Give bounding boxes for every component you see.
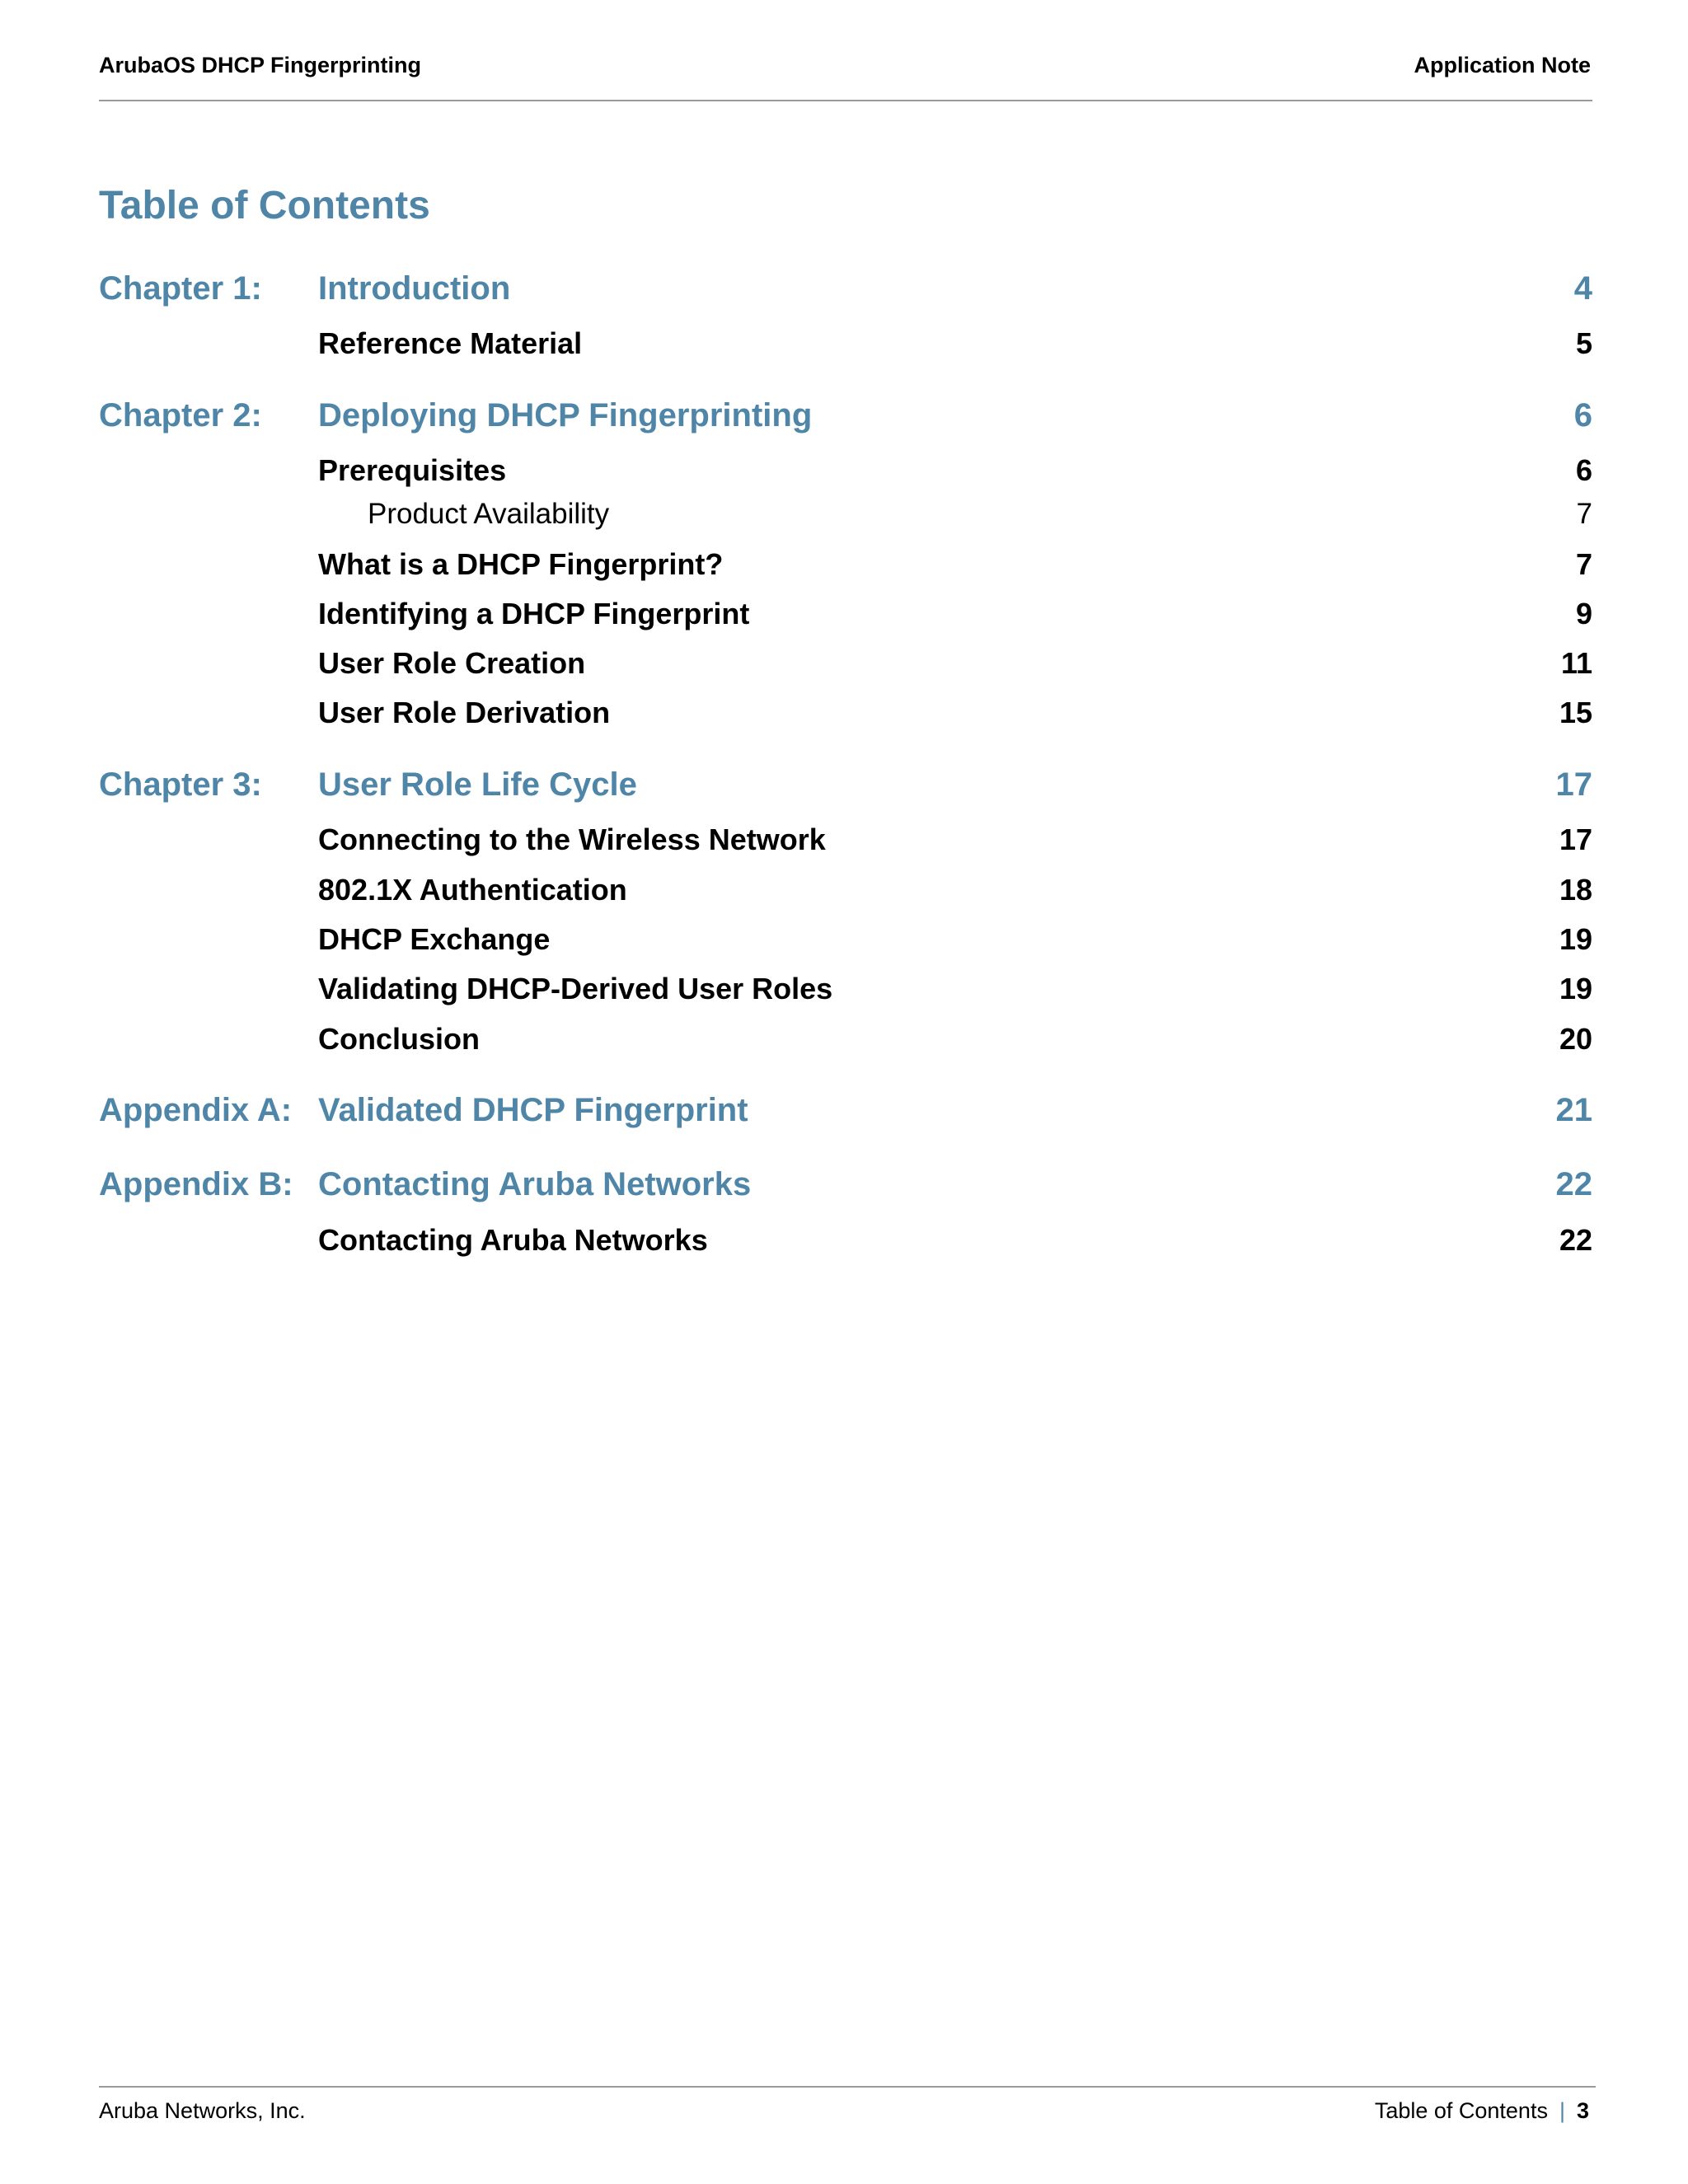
toc-section-title[interactable]: DHCP Exchange (318, 922, 551, 956)
toc-section-entry[interactable] (0, 823, 1688, 869)
toc-section-title[interactable]: 802.1X Authentication (318, 873, 627, 907)
toc-appendix-title[interactable]: Contacting Aruba Networks (318, 1166, 752, 1202)
toc-page-number: 7 (1576, 498, 1592, 530)
toc-subsection-entry[interactable] (0, 498, 1688, 544)
running-footer (99, 2098, 1589, 2131)
header-doc-type: Application Note (1414, 53, 1591, 77)
toc-chapter-number: Chapter 3: (99, 766, 262, 803)
toc-section-title[interactable]: Validating DHCP-Derived User Roles (318, 972, 833, 1005)
toc-chapter-entry[interactable] (0, 397, 1688, 443)
toc-section-title[interactable]: What is a DHCP Fingerprint? (318, 547, 724, 581)
toc-page-number: 17 (1555, 766, 1592, 803)
toc-page-number: 4 (1573, 270, 1592, 307)
toc-section-entry[interactable] (0, 696, 1688, 742)
footer-separator: | (1559, 2098, 1565, 2123)
toc-section-title[interactable]: User Role Derivation (318, 696, 611, 729)
toc-page-number: 6 (1573, 397, 1592, 434)
toc-section-entry[interactable] (0, 922, 1688, 968)
toc-page-number: 21 (1555, 1092, 1592, 1128)
toc-page-number: 6 (1575, 453, 1592, 487)
toc-section-entry[interactable] (0, 972, 1688, 1018)
footer-company: Aruba Networks, Inc. (99, 2098, 306, 2123)
toc-section-entry[interactable] (0, 453, 1688, 499)
page-title: Table of Contents (99, 184, 430, 227)
running-header (99, 53, 1591, 86)
toc-page-number: 9 (1575, 597, 1592, 630)
toc-appendix-entry[interactable] (0, 1166, 1688, 1212)
toc-page-number: 7 (1575, 547, 1592, 581)
toc-page-number: 17 (1559, 823, 1592, 856)
toc-chapter-entry[interactable] (0, 270, 1688, 316)
toc-page-number: 15 (1559, 696, 1592, 729)
toc-section-entry[interactable] (0, 1022, 1688, 1068)
toc-page-number: 22 (1555, 1166, 1592, 1202)
toc-section-title[interactable]: Contacting Aruba Networks (318, 1223, 708, 1257)
toc-section-entry[interactable] (0, 547, 1688, 593)
toc-appendix-title[interactable]: Validated DHCP Fingerprint (318, 1092, 748, 1128)
footer-page-number: 3 (1576, 2098, 1589, 2123)
toc-appendix-number: Appendix A: (99, 1092, 293, 1128)
toc-section-entry[interactable] (0, 597, 1688, 643)
toc-page-number: 19 (1559, 922, 1592, 956)
footer-divider (99, 2086, 1596, 2088)
toc-page-number: 19 (1559, 972, 1592, 1005)
toc-chapter-number: Chapter 1: (99, 270, 262, 307)
toc-section-entry[interactable] (0, 1223, 1688, 1269)
toc-section-title[interactable]: Connecting to the Wireless Network (318, 823, 826, 856)
toc-section-entry[interactable] (0, 873, 1688, 919)
toc-section-title[interactable]: User Role Creation (318, 646, 586, 680)
toc-chapter-title[interactable]: Deploying DHCP Fingerprinting (318, 397, 813, 434)
toc-page-number: 20 (1559, 1022, 1592, 1056)
header-doc-title: ArubaOS DHCP Fingerprinting (99, 53, 422, 77)
toc-page-number: 22 (1559, 1223, 1592, 1257)
toc-page-number: 5 (1575, 326, 1592, 360)
toc-section-title[interactable]: Prerequisites (318, 453, 507, 487)
footer-page-info (1375, 2098, 1589, 2124)
toc-section-title[interactable]: Identifying a DHCP Fingerprint (318, 597, 750, 630)
toc-page-number: 11 (1560, 646, 1592, 680)
toc-section-title[interactable]: Conclusion (318, 1022, 480, 1056)
toc-page-number: 18 (1559, 873, 1592, 907)
toc-chapter-entry[interactable] (0, 766, 1688, 813)
toc-section-title[interactable]: Reference Material (318, 326, 583, 360)
header-divider (99, 100, 1592, 101)
toc-section-entry[interactable] (0, 646, 1688, 692)
toc-appendix-number: Appendix B: (99, 1166, 293, 1202)
toc-section-entry[interactable] (0, 326, 1688, 373)
footer-section-name: Table of Contents (1374, 2098, 1548, 2123)
toc-chapter-title[interactable]: Introduction (318, 270, 511, 307)
toc-appendix-entry[interactable] (0, 1092, 1688, 1138)
toc-chapter-title[interactable]: User Role Life Cycle (318, 766, 637, 803)
toc-subsection-title[interactable]: Product Availability (368, 498, 610, 530)
toc-chapter-number: Chapter 2: (99, 397, 262, 434)
